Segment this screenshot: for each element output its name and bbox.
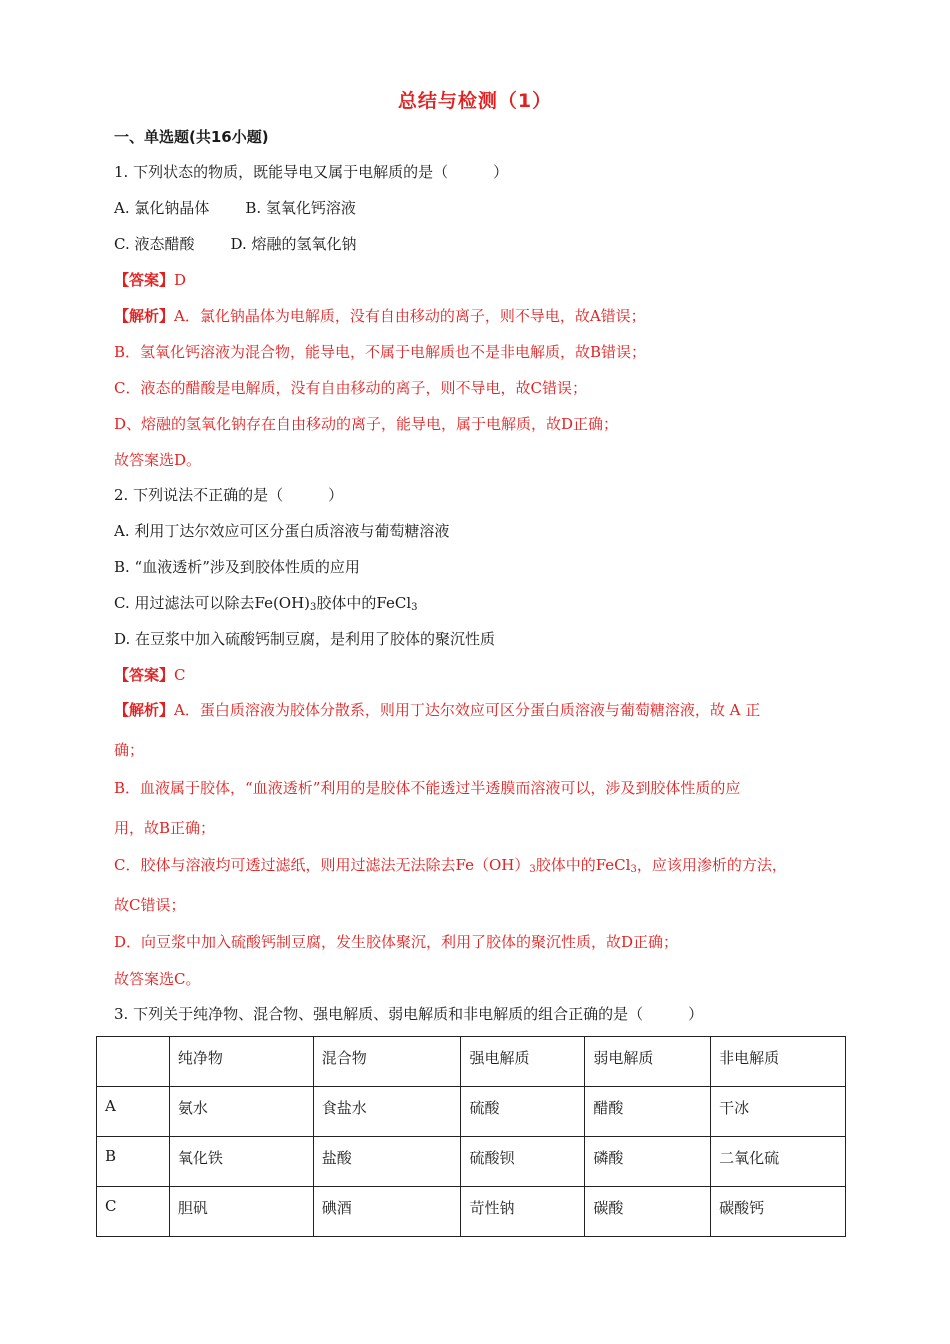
q2-option-a: A. 利用丁达尔效应可区分蛋白质溶液与葡萄糖溶液 <box>114 522 450 540</box>
table-cell: 盐酸 <box>313 1137 461 1187</box>
table-cell: 二氧化硫 <box>711 1137 846 1187</box>
analysis-tag: 【解析】 <box>114 307 175 325</box>
table-cell: 碳酸钙 <box>711 1187 846 1237</box>
table-row <box>97 1087 846 1137</box>
table-cell: 胆矾 <box>169 1187 313 1237</box>
table-cell: C <box>97 1187 170 1237</box>
q3-table <box>96 1036 846 1237</box>
q1-stem: 1. 下列状态的物质，既能导电又属于电解质的是（ ） <box>114 163 509 181</box>
q2-analysis-a-line-2: 确； <box>114 741 145 759</box>
q1-options-row-1 <box>114 198 356 218</box>
q3-stem: 3. 下列关于纯净物、混合物、强电解质、弱电解质和非电解质的组合正确的是（ ） <box>114 1005 704 1023</box>
q2-option-b: B. “血液透析”涉及到胶体性质的应用 <box>114 558 360 576</box>
table-row <box>97 1187 846 1237</box>
q1-options-row-2 <box>114 234 357 254</box>
table-cell: 碘酒 <box>313 1187 461 1237</box>
table-cell: 食盐水 <box>313 1087 461 1137</box>
table-cell: 醋酸 <box>585 1087 711 1137</box>
q1-analysis-line-2: B．氢氧化钙溶液为混合物，能导电，不属于电解质也不是非电解质，故B错误； <box>114 343 647 361</box>
table-cell: 干冰 <box>711 1087 846 1137</box>
table-cell: 氧化铁 <box>169 1137 313 1187</box>
answer-tag: 【答案】 <box>114 666 175 684</box>
answer-tag: 【答案】 <box>114 271 175 289</box>
q2-analysis-a-line-1: 【解析】A．蛋白质溶液为胶体分散系，则用丁达尔效应可区分蛋白质溶液与葡萄糖溶液，故 A 正 <box>114 701 761 719</box>
q1-option-d: D. 熔融的氢氧化钠 <box>230 235 357 253</box>
table-cell: B <box>97 1137 170 1187</box>
q1-analysis-line-3: C．液态的醋酸是电解质，没有自由移动的离子，则不导电，故C错误； <box>114 379 587 397</box>
table-header-cell: 纯净物 <box>169 1037 313 1087</box>
page-title: 总结与检测（1） <box>397 90 553 112</box>
section-heading: 一、单选题(共16小题) <box>114 128 269 146</box>
table-cell: 硫酸 <box>461 1087 585 1137</box>
q1-conclusion: 故答案选D。 <box>114 451 202 469</box>
q2-stem: 2. 下列说法不正确的是（ ） <box>114 486 344 504</box>
q2-analysis-d: D．向豆浆中加入硫酸钙制豆腐，发生胶体聚沉，利用了胶体的聚沉性质，故D正确； <box>114 933 679 951</box>
table-header-cell: 强电解质 <box>461 1037 585 1087</box>
table-cell: 苛性钠 <box>461 1187 585 1237</box>
table-header-cell: 弱电解质 <box>585 1037 711 1087</box>
q2-answer <box>114 665 186 685</box>
q1-option-a: A. 氯化钠晶体 <box>114 199 210 217</box>
q1-option-b: B. 氢氧化钙溶液 <box>245 199 356 217</box>
q1-analysis-line-4: D、熔融的氢氧化钠存在自由移动的离子，能导电，属于电解质，故D正确； <box>114 415 619 433</box>
table-header-row <box>97 1037 846 1087</box>
table-cell: 碳酸 <box>585 1187 711 1237</box>
q2-analysis-b-line-2: 用，故B正确； <box>114 819 216 837</box>
table-cell: 磷酸 <box>585 1137 711 1187</box>
q2-analysis-c-line-2: 故C错误； <box>114 896 186 914</box>
table-cell: 硫酸钡 <box>461 1137 585 1187</box>
table-row <box>97 1137 846 1187</box>
table-header-cell <box>97 1037 170 1087</box>
q1-answer-value: D <box>174 271 187 289</box>
q1-option-c: C. 液态醋酸 <box>114 235 195 253</box>
table-header-cell: 混合物 <box>313 1037 461 1087</box>
analysis-tag: 【解析】 <box>114 701 175 719</box>
q2-analysis-b-line-1: B．血液属于胶体，“血液透析”利用的是胶体不能透过半透膜而溶液可以，涉及到胶体性质的应 <box>114 779 741 797</box>
q1-analysis-line-1: 【解析】A．氯化钠晶体为电解质，没有自由移动的离子，则不导电，故A错误； <box>114 307 646 325</box>
q2-answer-value: C <box>174 666 186 684</box>
q2-analysis-c-line-1: C．胶体与溶液均可透过滤纸，则用过滤法无法除去$Fe(OH)_3$胶体中的FeCl$_3$，应该用渗析的方法， <box>114 856 787 875</box>
q1-answer <box>114 270 186 290</box>
q2-option-c: C. 用过滤法可以除去$Fe(OH)_3$胶体中的FeCl$_3$ <box>114 594 418 613</box>
q2-conclusion: 故答案选C。 <box>114 970 201 988</box>
table-cell: A <box>97 1087 170 1137</box>
table-cell: 氨水 <box>169 1087 313 1137</box>
table-header-cell: 非电解质 <box>711 1037 846 1087</box>
q2-option-d: D. 在豆浆中加入硫酸钙制豆腐，是利用了胶体的聚沉性质 <box>114 630 496 648</box>
